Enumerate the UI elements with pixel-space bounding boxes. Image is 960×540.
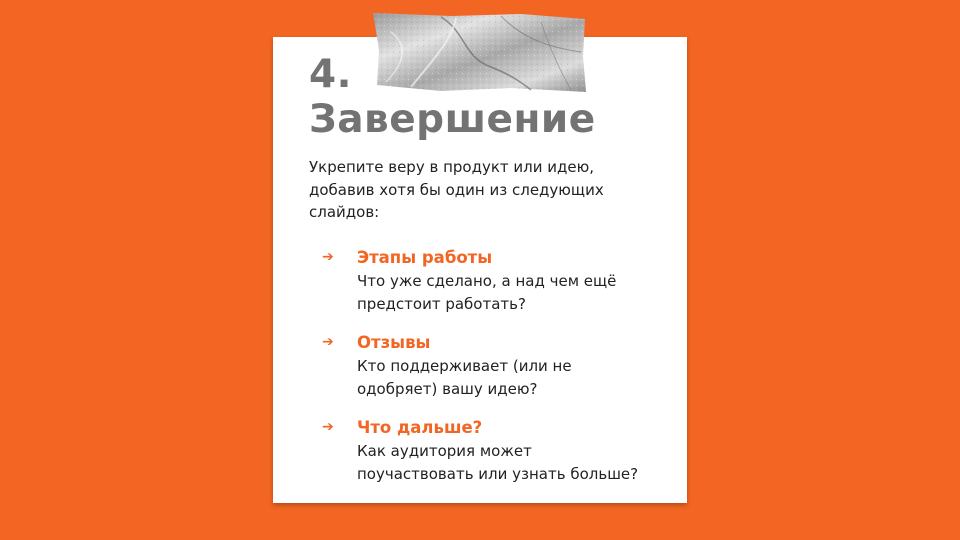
item-text: Что уже сделано, а над чем ещё предстоит работать? xyxy=(357,272,617,313)
arrow-right-icon: ➔ xyxy=(322,334,334,350)
slide-title-text: Завершение xyxy=(309,97,596,142)
item-text: Как аудитория может поучаствовать или узнать больше? xyxy=(357,442,639,483)
bullet-list xyxy=(322,245,652,485)
item-text: Кто поддерживает (или не одобряет) вашу идею? xyxy=(357,357,572,398)
list-item xyxy=(322,245,652,315)
item-title: Что дальше? xyxy=(357,418,483,437)
item-title: Этапы работы xyxy=(357,248,493,267)
item-title: Отзывы xyxy=(357,333,431,352)
list-item xyxy=(322,415,652,485)
list-item xyxy=(322,330,652,400)
slide-title-number: 4. xyxy=(309,52,352,97)
arrow-right-icon: ➔ xyxy=(322,249,334,265)
arrow-right-icon: ➔ xyxy=(322,419,334,435)
intro-text: Укрепите веру в продукт или идею, добавив хотя бы один из следующих слайдов: xyxy=(309,158,604,221)
slide-title xyxy=(309,52,596,142)
